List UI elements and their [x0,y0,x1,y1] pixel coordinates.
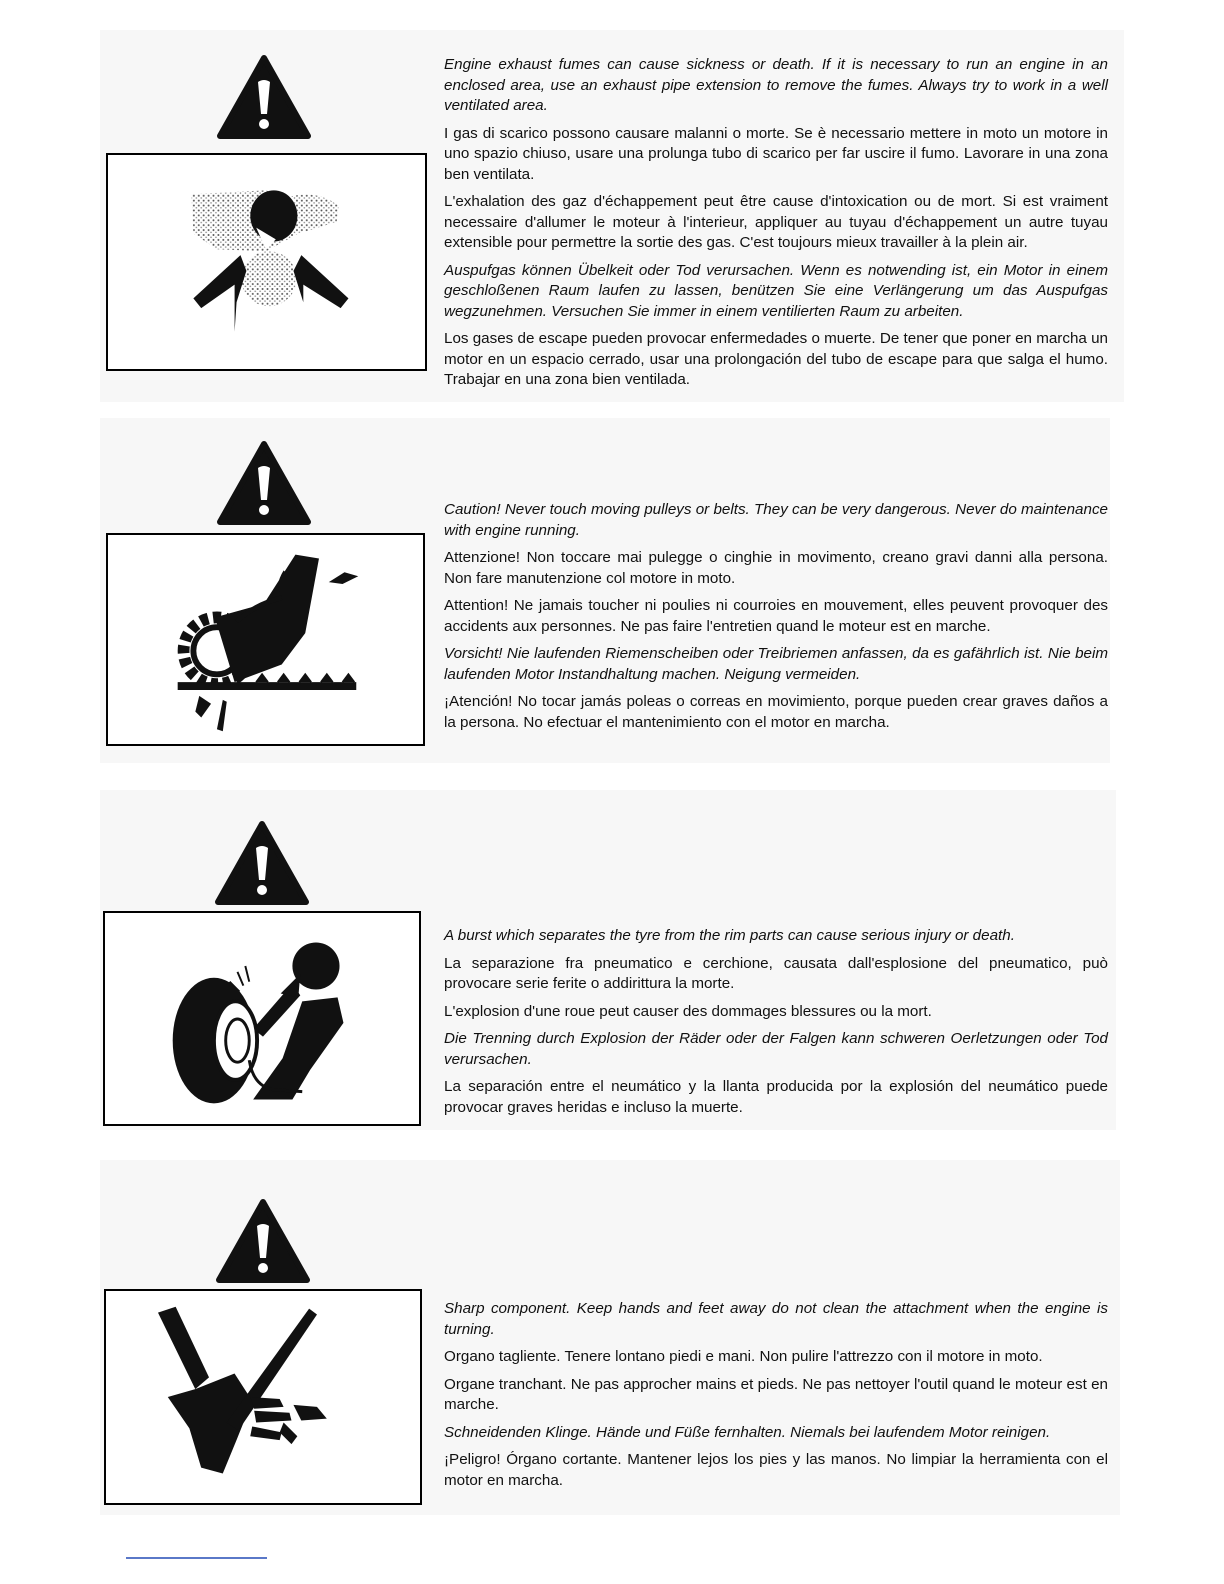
section-text-blade [444,1299,1108,1498]
warning-text-es: La separación entre el neumático y la llanta producida por la explosión del neumático puede provocar graves heridas e incluso la muerte. [444,1078,1108,1116]
tyre-burst-pictogram [103,911,421,1126]
moving-belt-icon [108,535,423,744]
warning-triangle-icon [216,438,312,526]
footer-rule [126,1557,267,1559]
warning-text-en: Sharp component. Keep hands and feet away do not clean the attachment when the engine is turning. [444,1300,1108,1338]
warning-text-en: Caution! Never touch moving pulleys or belts. They can be very dangerous. Never do maintenance with engine running. [444,501,1108,539]
tyre-burst-icon [105,913,419,1124]
warning-triangle-icon [214,818,310,906]
exhaust-fumes-icon [108,155,425,369]
sharp-blade-pictogram [104,1289,422,1505]
moving-belt-pictogram [106,533,425,746]
section-text-exhaust [444,55,1108,398]
warning-text-de: Die Trenning durch Explosion der Räder oder der Falgen kann schweren Oerletzungen oder Tod verursachen. [444,1030,1108,1068]
warning-text-en: Engine exhaust fumes can cause sickness or death. If it is necessary to run an engine in an enclosed area, use an exhaust pipe extension to remove the fumes. Always try to work in a well ventilated area. [444,56,1108,114]
warning-triangle-icon [216,52,312,140]
section-text-belts [444,500,1108,740]
warning-text-it: I gas di scarico possono causare malanni o morte. Se è necessario mettere in moto un motore in uno spazio chiuso, usare una prolunga tubo di scarico per far uscire il fumo. Lavorare in una zona ben ventilata. [444,124,1108,183]
warning-text-es: ¡Atención! No tocar jamás poleas o correas en movimiento, porque pueden crear graves daños a la persona. No efectuar el mantenimiento con el motor en marcha. [444,693,1108,731]
section-text-tyre [444,926,1108,1125]
warning-text-de: Schneidenden Klinge. Hände und Füße fernhalten. Niemals bei laufendem Motor reinigen. [444,1423,1051,1441]
warning-text-es: ¡Peligro! Órgano cortante. Mantener lejos los pies y las manos. No limpiar la herramienta con el motor en marcha. [444,1451,1108,1489]
sharp-blade-hand-icon [106,1291,420,1503]
warning-text-de: Auspufgas können Übelkeit oder Tod verursachen. Wenn es notwending ist, ein Motor in einem geschloßenen Raum laufen zu lassen, benützen Sie eine Verlängerung um das Auspufgas wegzunehmen. Versuchen Sie immer in einem ventilierten Raum zu arbeiten. [444,261,1108,320]
warning-text-de: Vorsicht! Nie laufenden Riemenscheiben oder Treibriemen anfassen, da es gafährlich ist. Nie beim laufenden Motor Instandhaltung machen. Neigung vermeiden. [444,645,1108,683]
warning-text-it: La separazione fra pneumatico e cerchione, causata dall'esplosione del pneumatico, può provocare serie ferite o addirittura la morte. [444,954,1108,992]
warning-text-fr: L'explosion d'une roue peut causer des dommages blessures ou la mort. [444,1002,932,1020]
warning-text-it: Attenzione! Non toccare mai pulegge o cinghie in movimento, creano gravi danni alla persona. Non fare manutenzione col motore in moto. [444,549,1108,587]
warning-text-it: Organo tagliente. Tenere lontano piedi e mani. Non pulire l'attrezzo con il motore in moto. [444,1348,1043,1365]
warning-text-es: Los gases de escape pueden provocar enfermedades o muerte. De tener que poner en marcha un motor en un espacio cerrado, usar una prolongación del tubo de escape para que salga el humo. Trabajar en una zona bien ventilada. [444,330,1108,388]
warning-text-fr: Organe tranchant. Ne pas approcher mains et pieds. Ne pas nettoyer l'outil quand le moteur est en marche. [444,1375,1108,1413]
exhaust-fumes-pictogram [106,153,427,371]
warning-text-en: A burst which separates the tyre from the rim parts can cause serious injury or death. [444,927,1015,944]
warning-triangle-icon [215,1196,311,1284]
warning-text-fr: Attention! Ne jamais toucher ni poulies ni courroies en mouvement, elles peuvent provoquer des accidents aux personnes. Ne pas faire l'entretien quand le moteur est en marche. [444,597,1108,635]
warning-text-fr: L'exhalation des gaz d'échappement peut être cause d'intoxication ou de mort. Si est vraiment necessaire d'allumer le moteur à l'interieur, appliquer au tuyau d'échappement un autre tuyau extensible pour permettre la sortie des gas. C'est toujours mieux travailler à la plein air. [444,193,1108,251]
